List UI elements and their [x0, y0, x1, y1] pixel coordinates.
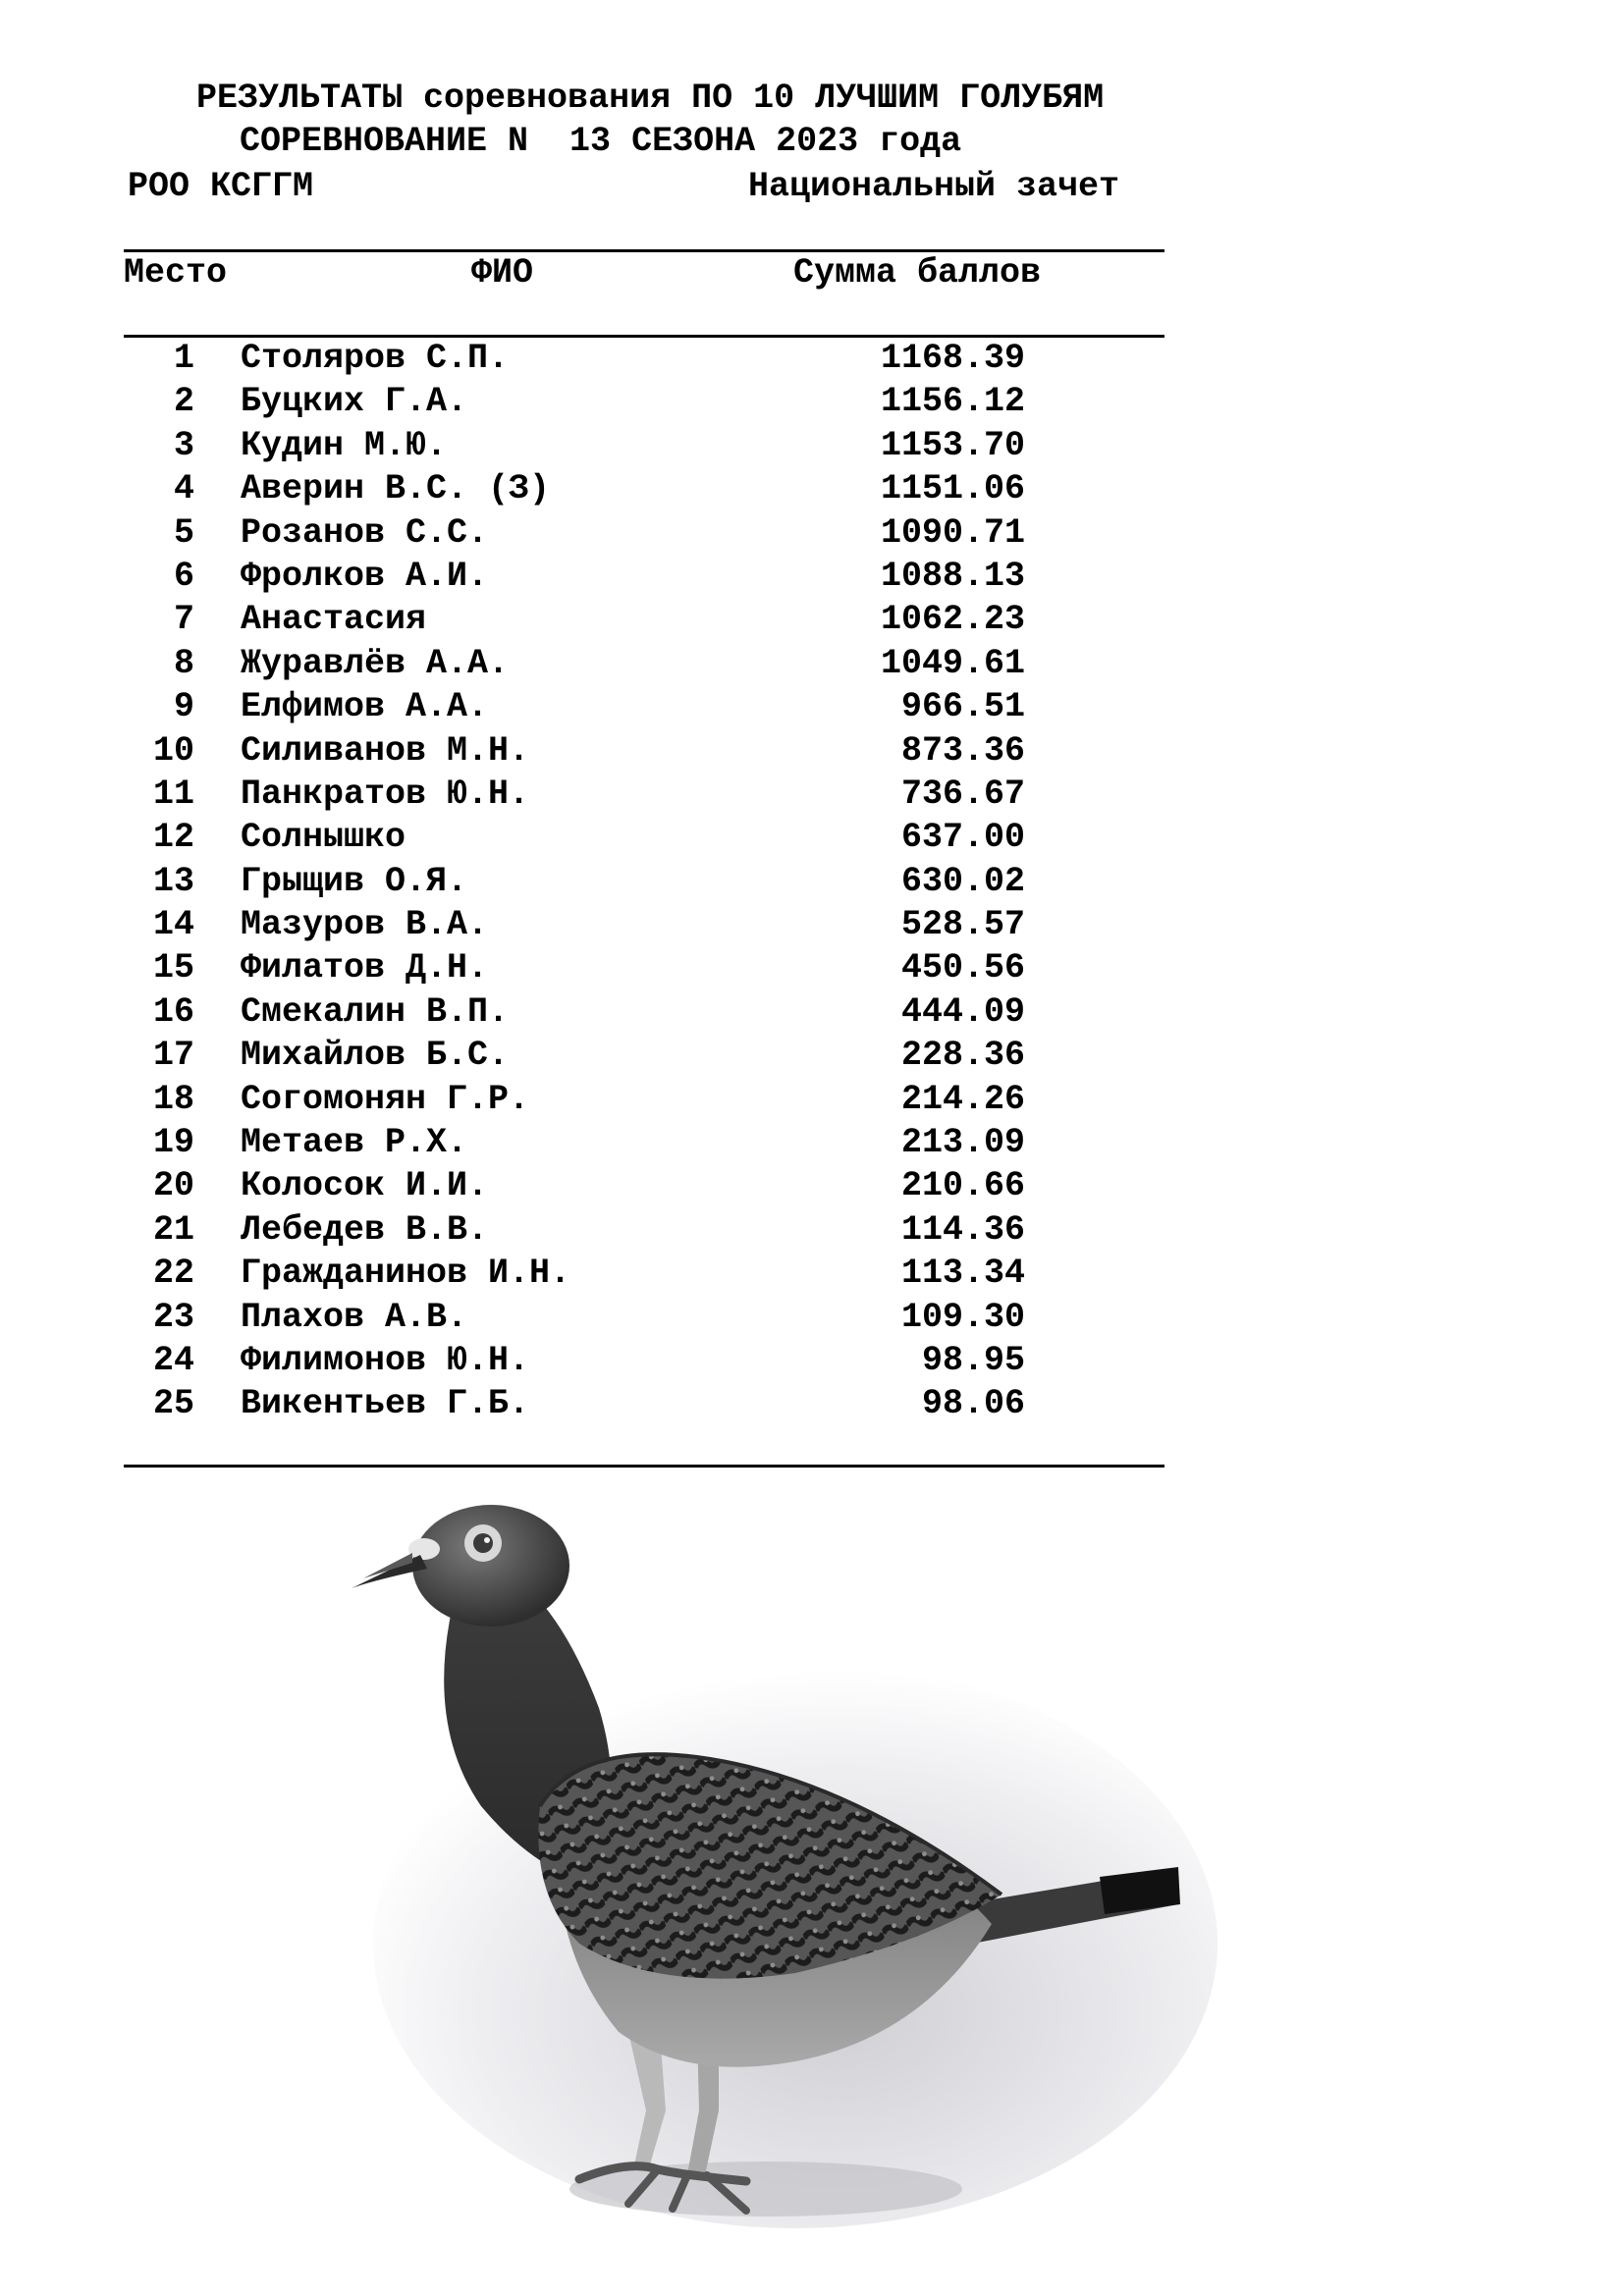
column-header-name: ФИО: [471, 253, 534, 293]
row-score: 1090.71: [880, 512, 1025, 553]
row-score: 1168.39: [880, 339, 1025, 378]
table-row: [0, 1036, 1624, 1079]
row-name: Плахов А.В.: [241, 1297, 468, 1337]
row-place: 1: [173, 339, 194, 378]
row-name: Журавлёв А.А.: [241, 643, 510, 683]
row-place: 25: [152, 1384, 194, 1424]
table-row: [0, 382, 1624, 425]
row-name: Согомонян Г.Р.: [241, 1079, 530, 1119]
row-name: Розанов С.С.: [241, 512, 489, 553]
row-score: 1151.06: [880, 469, 1025, 509]
row-score: 528.57: [900, 905, 1025, 945]
row-name: Елфимов А.А.: [241, 687, 489, 727]
table-row: [0, 600, 1624, 643]
table-row: [0, 818, 1624, 861]
row-place: 16: [152, 991, 194, 1032]
row-score: 630.02: [900, 861, 1025, 901]
row-score: 1153.70: [880, 425, 1025, 465]
row-name: Столяров С.П.: [241, 339, 510, 378]
row-place: 17: [152, 1036, 194, 1076]
row-name: Буцких Г.А.: [241, 382, 468, 422]
row-name: Викентьев Г.Б.: [241, 1384, 530, 1424]
table-row: [0, 992, 1624, 1036]
table-row: [0, 339, 1624, 382]
row-name: Кудин М.Ю.: [241, 425, 448, 465]
row-score: 210.66: [900, 1166, 1025, 1206]
row-place: 22: [152, 1254, 194, 1294]
row-score: 444.09: [900, 991, 1025, 1032]
table-row: [0, 1210, 1624, 1254]
row-name: Колосок И.И.: [241, 1166, 489, 1206]
row-score: 736.67: [900, 774, 1025, 814]
table-row: [0, 1166, 1624, 1209]
row-score: 214.26: [900, 1079, 1025, 1119]
row-place: 11: [152, 774, 194, 814]
table-row: [0, 513, 1624, 557]
row-place: 6: [173, 556, 194, 596]
row-score: 450.56: [900, 948, 1025, 988]
row-name: Фролков А.И.: [241, 556, 489, 596]
row-name: Филатов Д.Н.: [241, 948, 489, 988]
table-row: [0, 426, 1624, 469]
row-score: 113.34: [900, 1254, 1025, 1294]
table-row: [0, 1254, 1624, 1297]
row-place: 5: [173, 512, 194, 553]
row-score: 98.06: [921, 1384, 1025, 1424]
row-place: 10: [152, 730, 194, 771]
row-score: 1088.13: [880, 556, 1025, 596]
table-row: [0, 1080, 1624, 1123]
title-line-1: РЕЗУЛЬТАТЫ соревнования ПО 10 ЛУЧШИМ ГОЛУБЯМ: [196, 79, 1105, 118]
table-top-rule: [124, 249, 1164, 252]
row-name: Аверин В.С. (З): [241, 469, 551, 509]
row-name: Метаев Р.Х.: [241, 1123, 468, 1163]
row-name: Панкратов Ю.Н.: [241, 774, 530, 814]
row-score: 966.51: [900, 687, 1025, 727]
table-header-rule: [124, 335, 1164, 338]
scoring-scope: Национальный зачет: [748, 167, 1120, 206]
row-place: 8: [173, 643, 194, 683]
row-place: 18: [152, 1079, 194, 1119]
row-score: 1062.23: [880, 600, 1025, 640]
row-name: Силиванов М.Н.: [241, 730, 530, 771]
table-row: [0, 644, 1624, 687]
results-table-body: [0, 339, 1624, 1428]
title-line-2: СОРЕВНОВАНИЕ N 13 СЕЗОНА 2023 года: [240, 122, 962, 161]
row-score: 213.09: [900, 1123, 1025, 1163]
table-row: [0, 687, 1624, 730]
row-place: 12: [152, 818, 194, 858]
row-score: 1156.12: [880, 382, 1025, 422]
row-place: 15: [152, 948, 194, 988]
row-name: Михайлов Б.С.: [241, 1036, 510, 1076]
row-place: 13: [152, 861, 194, 901]
table-row: [0, 948, 1624, 991]
column-header-score: Сумма баллов: [793, 253, 1042, 293]
row-score: 109.30: [900, 1297, 1025, 1337]
table-row: [0, 469, 1624, 512]
row-score: 114.36: [900, 1209, 1025, 1250]
row-name: Гражданинов И.Н.: [241, 1254, 571, 1294]
row-place: 4: [173, 469, 194, 509]
row-score: 228.36: [900, 1036, 1025, 1076]
table-row: [0, 731, 1624, 774]
row-score: 873.36: [900, 730, 1025, 771]
row-name: Лебедев В.В.: [241, 1209, 489, 1250]
row-place: 21: [152, 1209, 194, 1250]
row-name: Анастасия: [241, 600, 427, 640]
row-name: Грыщив О.Я.: [241, 861, 468, 901]
row-name: Филимонов Ю.Н.: [241, 1340, 530, 1380]
table-row: [0, 1123, 1624, 1166]
row-place: 2: [173, 382, 194, 422]
table-bottom-rule: [124, 1465, 1164, 1468]
row-name: Мазуров В.А.: [241, 905, 489, 945]
table-row: [0, 905, 1624, 948]
row-score: 98.95: [921, 1340, 1025, 1380]
row-place: 23: [152, 1297, 194, 1337]
table-row: [0, 557, 1624, 600]
row-score: 1049.61: [880, 643, 1025, 683]
row-place: 9: [173, 687, 194, 727]
pigeon-photo-icon: [334, 1482, 1218, 2228]
row-place: 14: [152, 905, 194, 945]
table-row: [0, 862, 1624, 905]
row-score: 637.00: [900, 818, 1025, 858]
row-name: Солнышко: [241, 818, 406, 858]
table-row: [0, 1341, 1624, 1384]
row-place: 20: [152, 1166, 194, 1206]
row-place: 7: [173, 600, 194, 640]
table-row: [0, 774, 1624, 818]
row-place: 19: [152, 1123, 194, 1163]
row-place: 3: [173, 425, 194, 465]
row-name: Смекалин В.П.: [241, 991, 510, 1032]
table-row: [0, 1384, 1624, 1427]
column-header-place: Место: [124, 253, 228, 293]
table-row: [0, 1298, 1624, 1341]
row-place: 24: [152, 1340, 194, 1380]
organization-name: РОО КСГГМ: [128, 167, 314, 206]
